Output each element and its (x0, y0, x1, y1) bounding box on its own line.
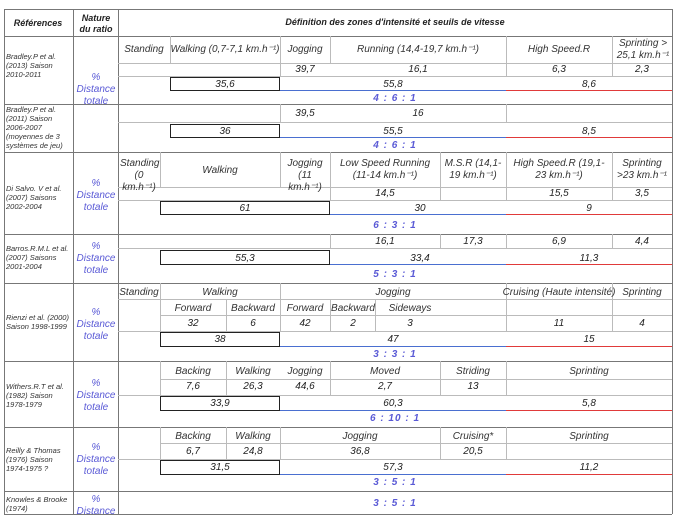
total-value: 33,9 (210, 398, 230, 409)
zone-value: 6,9 (552, 236, 566, 247)
ratio-nature-cell: % Distance totale (76, 241, 116, 276)
zone-label: Jogging (287, 44, 323, 55)
total-value: 61 (239, 203, 251, 214)
ratio-nature-cell: % Distance (76, 494, 116, 517)
total-value: 5,8 (582, 398, 596, 409)
zone-value: 15,5 (549, 188, 569, 199)
zone-value: 42 (299, 318, 311, 329)
zone-label: Standing (119, 287, 159, 298)
zone-sublabel: Forward (286, 303, 324, 314)
total-value: 11,3 (579, 253, 599, 264)
reference-cell: Rienzi et al. (2000) Saison 1998-1999 (6, 313, 69, 331)
zone-value: 26,3 (243, 381, 263, 392)
zone-label: Jogging (11 km.h⁻¹) (287, 158, 323, 193)
intensity-ratio: 4 : 6 : 1 (373, 140, 417, 151)
intensity-ratio: 3 : 5 : 1 (373, 498, 417, 509)
zone-value: 4,4 (635, 236, 649, 247)
zone-label: High Speed.R (527, 44, 591, 55)
zone-label: Sprinting (569, 366, 609, 377)
zone-label: Sprinting (569, 431, 609, 442)
mid-intensity-underline (280, 137, 506, 138)
zone-label: Walking (235, 431, 271, 442)
ratio-nature-cell: % Distance totale (76, 72, 116, 107)
mid-intensity-underline (330, 214, 506, 215)
total-value: 8,5 (582, 126, 596, 137)
zone-value: 24,8 (243, 446, 263, 457)
zone-value: 6,3 (552, 64, 566, 75)
intensity-ratio: 4 : 6 : 1 (373, 93, 417, 104)
intensity-ratio: 5 : 3 : 1 (373, 269, 417, 280)
zone-label: High Speed.R (19,1-23 km.h⁻¹) (513, 158, 605, 181)
zone-value: 13 (467, 381, 479, 392)
zone-label: Sprinting >23 km.h⁻¹ (616, 158, 668, 181)
high-intensity-underline (506, 90, 672, 91)
total-value: 15 (583, 334, 595, 345)
total-value: 11,2 (579, 462, 599, 473)
zone-label: Low Speed Running (11-14 km.h⁻¹) (339, 158, 431, 181)
zone-value: 44,6 (295, 381, 315, 392)
zone-label: Running (14,4-19,7 km.h⁻¹) (356, 44, 480, 55)
intensity-ratio: 6 : 10 : 1 (369, 413, 421, 424)
high-intensity-underline (506, 137, 672, 138)
reference-cell: Reilly & Thomas (1976) Saison 1974-1975 ? (6, 446, 61, 473)
zone-value: 4 (639, 318, 645, 329)
mid-intensity-underline (280, 410, 506, 411)
reference-cell: Barros.R.M.L et al. (2007) Saisons 2001-2004 (6, 244, 69, 271)
mid-intensity-underline (280, 90, 506, 91)
zone-label: Sprinting (622, 287, 662, 298)
high-intensity-underline (506, 474, 672, 475)
zone-label: Jogging (375, 287, 411, 298)
zone-value: 2,7 (378, 381, 392, 392)
zone-label: Striding (456, 366, 490, 377)
intensity-ratio: 3 : 3 : 1 (373, 349, 417, 360)
zone-label: Walking (202, 165, 238, 176)
zone-label: Standing (124, 44, 164, 55)
total-value: 55,8 (383, 79, 403, 90)
ratio-nature-cell: % Distance totale (76, 178, 116, 213)
zone-sublabel: Forward (174, 303, 212, 314)
total-value: 9 (586, 203, 592, 214)
zone-value: 39,7 (295, 64, 315, 75)
high-intensity-underline (506, 264, 672, 265)
total-value: 38 (214, 334, 226, 345)
zone-value: 11 (553, 318, 565, 329)
total-value: 55,3 (235, 253, 255, 264)
total-value: 60,3 (383, 398, 403, 409)
zone-value: 16,1 (408, 64, 428, 75)
zone-value: 16,1 (375, 236, 395, 247)
reference-cell: Knowles & Brooke (1974) (6, 495, 68, 513)
reference-cell: Withers.R.T et al. (1982) Saison 1978-1979 (6, 382, 64, 409)
zone-value: 2,3 (635, 64, 649, 75)
total-value: 57,3 (383, 462, 403, 473)
ratio-nature-cell: % Distance totale (76, 307, 116, 342)
total-value: 30 (414, 203, 426, 214)
total-value: 55,5 (383, 126, 403, 137)
zone-value: 3,5 (635, 188, 649, 199)
ratio-nature-cell: % Distance totale (76, 442, 116, 477)
high-intensity-underline (506, 410, 672, 411)
total-value: 36 (219, 126, 231, 137)
intensity-ratio: 3 : 5 : 1 (373, 477, 417, 488)
zone-label: Jogging (342, 431, 378, 442)
zone-sublabel: Backward (231, 303, 275, 314)
reference-cell: Bradley.P et al. (2013) Saison 2010-2011 (6, 52, 57, 79)
zone-value: 20,5 (463, 446, 483, 457)
header-nature: Nature du ratio (79, 13, 113, 34)
zone-label: Walking (0,7-7,1 km.h⁻¹) (170, 44, 280, 55)
mid-intensity-underline (280, 346, 506, 347)
mid-intensity-underline (280, 474, 506, 475)
zone-value: 36,8 (350, 446, 370, 457)
total-value: 31,5 (210, 462, 230, 473)
mid-intensity-underline (330, 264, 506, 265)
zone-label: M.S.R (14,1-19 km.h⁻¹) (444, 158, 502, 181)
zone-label: Cruising* (452, 431, 494, 442)
zone-sublabel: Sideways (388, 303, 432, 314)
zone-value: 3 (407, 318, 413, 329)
total-value: 8,6 (582, 79, 596, 90)
zone-value: 6,7 (186, 446, 200, 457)
zone-label: Standing (0 km.h⁻¹) (120, 158, 160, 193)
zone-value: 16 (412, 108, 424, 119)
zone-sublabel: Backward (331, 303, 375, 314)
zone-label: Backing (175, 431, 211, 442)
zone-value: 14,5 (375, 188, 395, 199)
zone-value: 7,6 (186, 381, 200, 392)
zone-value: 32 (187, 318, 199, 329)
zone-label: Moved (369, 366, 401, 377)
zone-value: 17,3 (463, 236, 483, 247)
zone-label: Jogging (287, 366, 323, 377)
header-definition: Définition des zones d'intensité et seuils de vitesse (285, 17, 505, 27)
intensity-ratio: 6 : 3 : 1 (373, 220, 417, 231)
zone-label: Walking (235, 366, 271, 377)
zone-value: 39,5 (295, 108, 315, 119)
reference-cell: Bradley.P et al. (2011) Saison 2006-2007 (moyennes de 3 systèmes de jeu) (6, 105, 63, 150)
high-intensity-underline (506, 214, 672, 215)
reference-cell: Di Salvo. V et al. (2007) Saisons 2002-2004 (6, 184, 62, 211)
total-value: 33,4 (410, 253, 430, 264)
zone-label: Sprinting > 25,1 km.h⁻¹ (616, 38, 670, 61)
high-intensity-underline (506, 346, 672, 347)
ratio-nature-cell: % Distance totale (76, 378, 116, 413)
zone-label: Cruising (Haute intensité) (502, 287, 616, 298)
header-references: Références (13, 18, 63, 28)
zone-label: Backing (175, 366, 211, 377)
zone-label: Walking (202, 287, 238, 298)
zone-value: 6 (250, 318, 256, 329)
zone-value: 2 (350, 318, 356, 329)
total-value: 35,6 (215, 79, 235, 90)
total-value: 47 (387, 334, 399, 345)
